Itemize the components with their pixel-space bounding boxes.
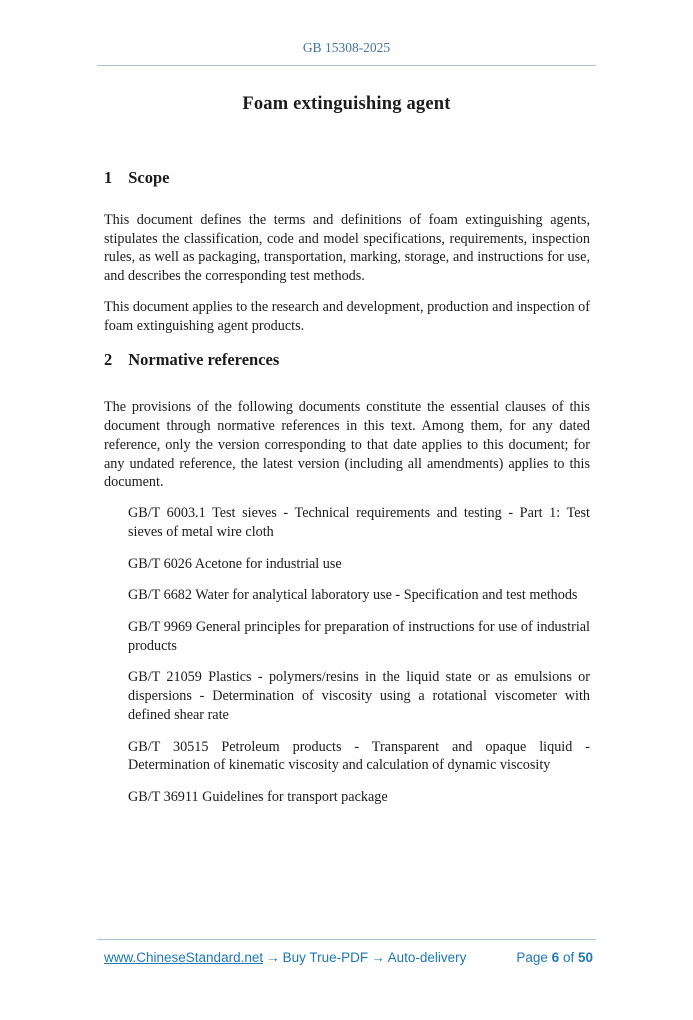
footer-buy-pdf-label: Buy True-PDF (282, 950, 369, 965)
paragraph-scope-2: This document applies to the research and development, production and inspection of foam extinguishing agent products. (104, 298, 590, 334)
page-label: Page (516, 950, 548, 965)
page-indicator (516, 950, 596, 965)
section-title: Scope (128, 168, 170, 187)
paragraph-scope-1: This document defines the terms and definitions of foam extinguishing agents, stipulates the classification, code and model specifications, requirements, inspection rules, as well as packaging, transportation, marking, storage, and instructions for use, and describes the corresponding test methods. (104, 212, 590, 285)
reference-item: GB/T 6003.1 Test sieves - Technical requirements and testing - Part 1: Test sieves of metal wire cloth (128, 505, 590, 540)
section-number: 1 (104, 168, 113, 187)
page-current: 6 (551, 950, 560, 965)
section-number: 2 (104, 350, 113, 370)
section-title: Normative references (128, 350, 280, 370)
page-total: 50 (577, 950, 593, 965)
section-heading-normative-references (104, 350, 590, 370)
reference-item: GB/T 21059 Plastics - polymers/resins in the liquid state or as emulsions or dispersions - Determination of viscosity using a rotational viscometer with defined shear rate (128, 669, 590, 723)
footer-auto-delivery-label: Auto-delivery (387, 950, 467, 965)
arrow-icon: → (266, 950, 280, 965)
reference-item: GB/T 6682 Water for analytical laboratory use - Specification and test methods (128, 587, 578, 604)
arrow-icon: → (371, 950, 385, 965)
document-title: Foam extinguishing agent (242, 94, 451, 114)
page-footer (97, 939, 596, 965)
reference-item: GB/T 6026 Acetone for industrial use (128, 555, 342, 572)
section-heading-scope (104, 168, 590, 188)
paragraph-normative-intro: The provisions of the following documents constitute the essential clauses of this document through normative references in this text. Among them, for any dated reference, only the version corresponding to that date applies to this document; for any undated reference, the latest version (including all amendments) applies to this document. (104, 399, 590, 491)
site-url-link[interactable]: www.ChineseStandard.net (104, 950, 264, 965)
reference-item: GB/T 36911 Guidelines for transport package (128, 789, 388, 806)
document-page (0, 40, 693, 1020)
header-divider (97, 65, 596, 66)
page-of-label: of (562, 950, 575, 965)
doc-number: GB 15308-2025 (302, 40, 391, 55)
reference-item: GB/T 9969 General principles for preparation of instructions for use of industrial products (128, 619, 590, 654)
document-body (104, 168, 590, 807)
reference-item: GB/T 30515 Petroleum products - Transparent and opaque liquid - Determination of kinematic viscosity and calculation of dynamic viscosity (128, 738, 590, 774)
footer-links (97, 950, 466, 965)
